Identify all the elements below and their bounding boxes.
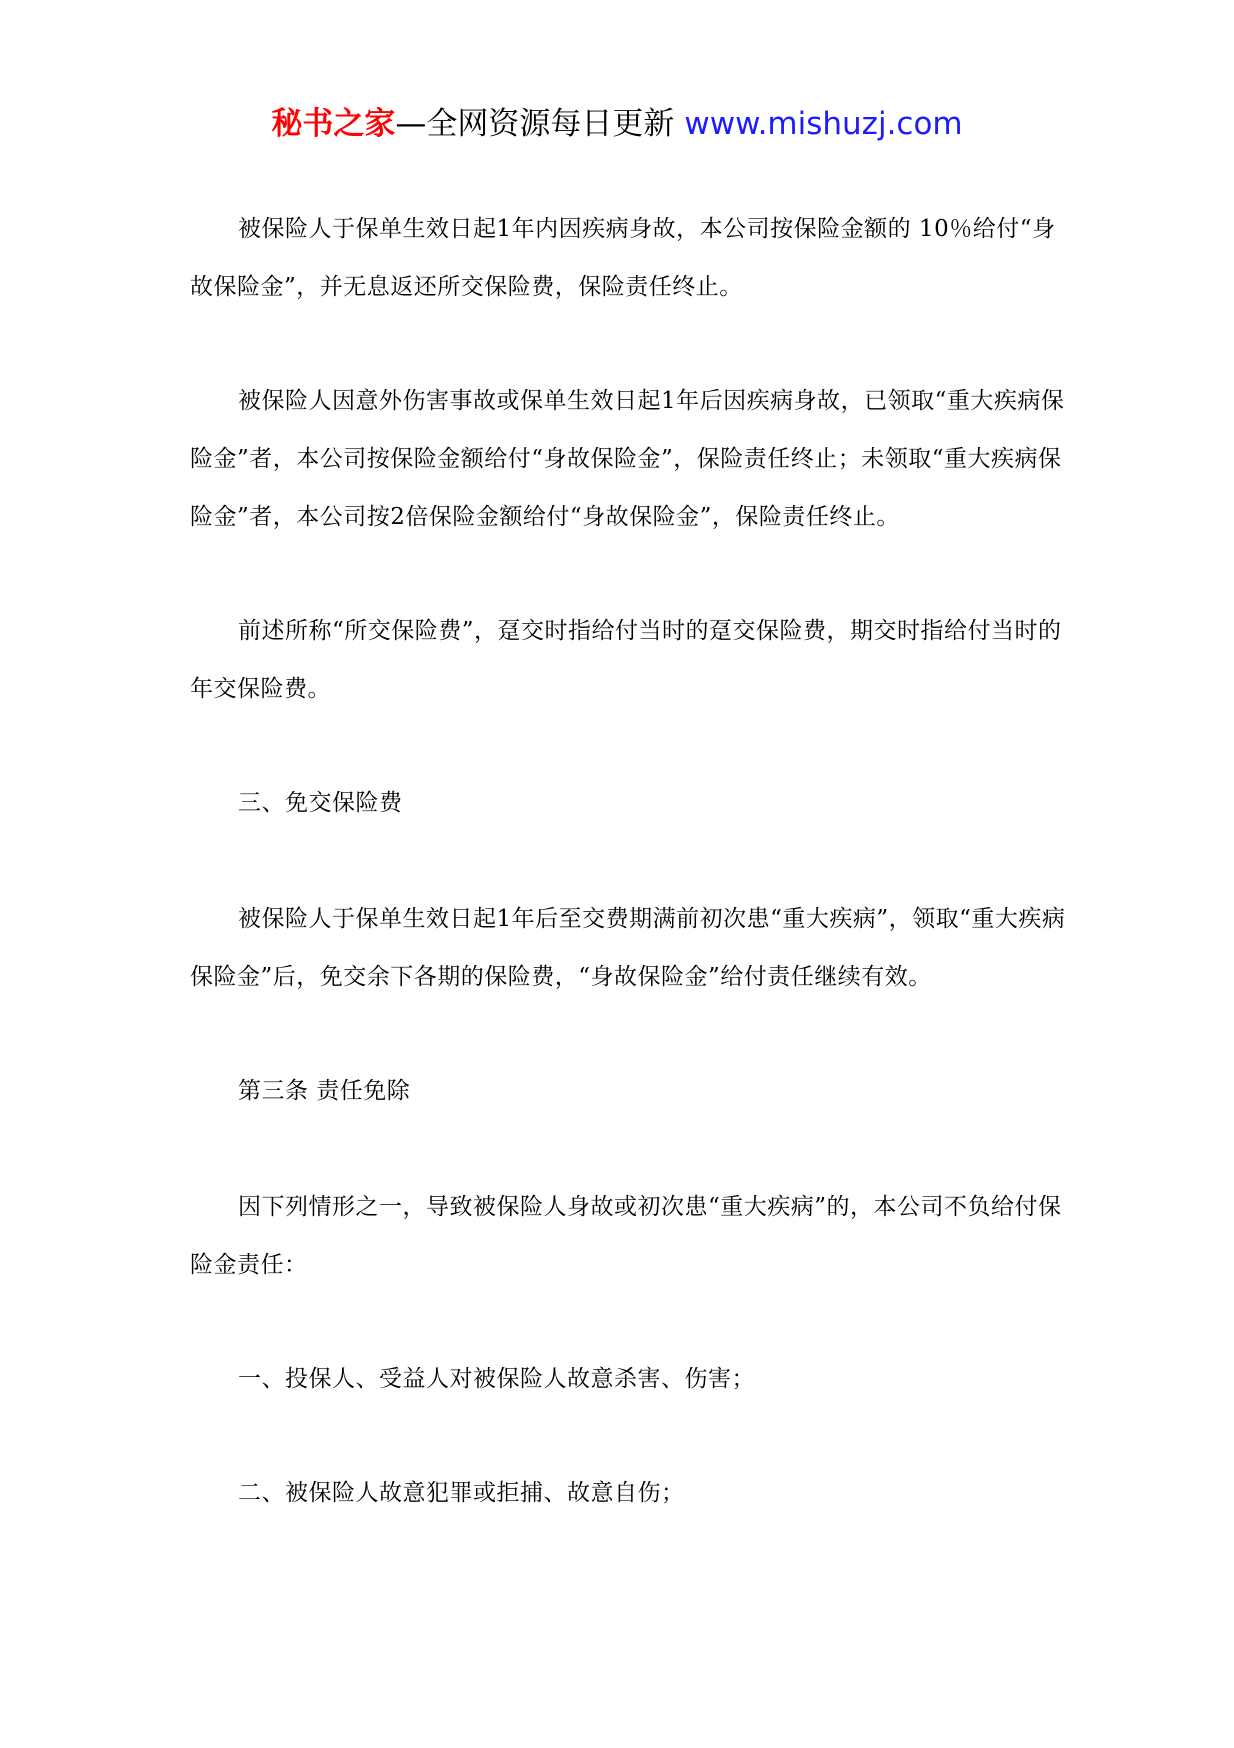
article-heading: 第三条 责任免除 [238, 1078, 411, 1104]
brand-name: 秘书之家 [271, 106, 396, 142]
paragraph: 因下列情形之一，导致被保险人身故或初次患“重大疾病”的，本公司不负给付保险金责任： [190, 1194, 1062, 1278]
section-heading: 三、免交保险费 [238, 790, 403, 816]
site-header [0, 104, 1234, 144]
list-item: 一、投保人、受益人对被保险人故意杀害、伤害； [238, 1366, 755, 1392]
list-item: 二、被保险人故意犯罪或拒捕、故意自伤； [238, 1480, 685, 1506]
brand-url-link[interactable]: www.mishuzj.com [684, 106, 963, 142]
paragraph: 前述所称“所交保险费”，趸交时指给付当时的趸交保险费，期交时指给付当时的年交保险费。 [190, 618, 1062, 702]
document-body [190, 200, 1070, 1578]
paragraph: 被保险人因意外伤害事故或保单生效日起1年后因疾病身故，已领取“重大疾病保险金”者，本公司按保险金额给付“身故保险金”，保险责任终止；未领取“重大疾病保险金”者，本公司按2倍保险金额给付“身故保险金”，保险责任终止。 [190, 388, 1065, 530]
paragraph: 被保险人于保单生效日起1年后至交费期满前初次患“重大疾病”，领取“重大疾病保险金”后，免交余下各期的保险费，“身故保险金”给付责任继续有效。 [190, 906, 1066, 990]
brand-tagline: —全网资源每日更新 [395, 106, 675, 142]
paragraph: 被保险人于保单生效日起1年内因疾病身故，本公司按保险金额的 10％给付“身故保险金”，并无息返还所交保险费，保险责任终止。 [190, 216, 1056, 300]
